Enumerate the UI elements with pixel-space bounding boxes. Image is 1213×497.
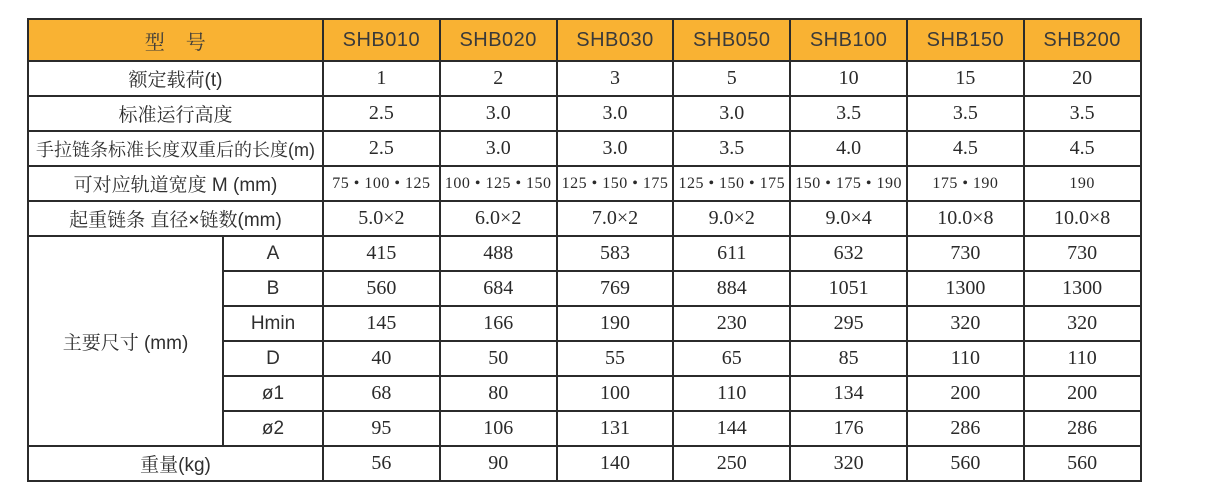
weight-value-cell: 560 (907, 446, 1024, 481)
spec-row (28, 96, 1141, 131)
dimension-value-cell: 230 (673, 306, 790, 341)
weight-row-label: 重量(kg) (28, 446, 323, 481)
model-header-label: 型 号 (28, 19, 323, 61)
spec-value-cell: 3.0 (440, 96, 557, 131)
spec-row-label: 额定载荷(t) (28, 61, 323, 96)
spec-value-cell: 3.5 (1024, 96, 1141, 131)
dimension-sublabel: D (223, 341, 323, 376)
dimension-value-cell: 145 (323, 306, 440, 341)
dimension-value-cell: 40 (323, 341, 440, 376)
spec-value-cell: 15 (907, 61, 1024, 96)
dimension-value-cell: 68 (323, 376, 440, 411)
spec-value-cell: 10.0×8 (1024, 201, 1141, 236)
model-header-cell: SHB050 (673, 19, 790, 61)
spec-value-cell: 3.0 (557, 131, 674, 166)
dimension-value-cell: 110 (907, 341, 1024, 376)
dimension-value-cell: 295 (790, 306, 907, 341)
dimension-value-cell: 80 (440, 376, 557, 411)
weight-value-cell: 56 (323, 446, 440, 481)
dimension-value-cell: 884 (673, 271, 790, 306)
dimensions-group-label: 主要尺寸 (mm) (28, 236, 223, 446)
dimension-sublabel: Hmin (223, 306, 323, 341)
dimension-value-cell: 110 (1024, 341, 1141, 376)
dimension-value-cell: 144 (673, 411, 790, 446)
dimension-value-cell: 1051 (790, 271, 907, 306)
weight-value-cell: 320 (790, 446, 907, 481)
dimension-value-cell: 286 (907, 411, 1024, 446)
dimension-value-cell: 560 (323, 271, 440, 306)
dimension-value-cell: 769 (557, 271, 674, 306)
spec-value-cell: 75 • 100 • 125 (323, 166, 440, 201)
dimension-value-cell: 583 (557, 236, 674, 271)
model-header-cell: SHB030 (557, 19, 674, 61)
dimension-value-cell: 1300 (1024, 271, 1141, 306)
dimension-value-cell: 65 (673, 341, 790, 376)
spec-value-cell: 3.0 (673, 96, 790, 131)
spec-value-cell: 7.0×2 (557, 201, 674, 236)
spec-value-cell: 100 • 125 • 150 (440, 166, 557, 201)
spec-value-cell: 5 (673, 61, 790, 96)
dimension-value-cell: 488 (440, 236, 557, 271)
dimension-value-cell: 110 (673, 376, 790, 411)
spec-row-label: 手拉链条标准长度双重后的长度(m) (28, 131, 323, 166)
dimension-value-cell: 286 (1024, 411, 1141, 446)
spec-value-cell: 4.5 (907, 131, 1024, 166)
dimension-sublabel: ø2 (223, 411, 323, 446)
spec-value-cell: 1 (323, 61, 440, 96)
spec-row (28, 61, 1141, 96)
spec-value-cell: 10 (790, 61, 907, 96)
dimension-sublabel: A (223, 236, 323, 271)
dimension-value-cell: 200 (907, 376, 1024, 411)
spec-value-cell: 3.0 (440, 131, 557, 166)
dimension-row (28, 236, 1141, 271)
spec-value-cell: 5.0×2 (323, 201, 440, 236)
model-header-cell: SHB020 (440, 19, 557, 61)
dimension-value-cell: 730 (907, 236, 1024, 271)
dimension-value-cell: 55 (557, 341, 674, 376)
model-header-cell: SHB150 (907, 19, 1024, 61)
dimension-value-cell: 100 (557, 376, 674, 411)
dimension-value-cell: 85 (790, 341, 907, 376)
spec-value-cell: 2.5 (323, 96, 440, 131)
weight-row (28, 446, 1141, 481)
dimension-value-cell: 611 (673, 236, 790, 271)
dimension-value-cell: 134 (790, 376, 907, 411)
weight-value-cell: 250 (673, 446, 790, 481)
model-header-cell: SHB010 (323, 19, 440, 61)
spec-value-cell: 9.0×2 (673, 201, 790, 236)
dimension-value-cell: 95 (323, 411, 440, 446)
spec-value-cell: 2.5 (323, 131, 440, 166)
model-header-cell: SHB100 (790, 19, 907, 61)
spec-value-cell: 3.5 (790, 96, 907, 131)
dimension-value-cell: 200 (1024, 376, 1141, 411)
dimension-value-cell: 106 (440, 411, 557, 446)
spec-value-cell: 190 (1024, 166, 1141, 201)
spec-row (28, 201, 1141, 236)
spec-row-label: 起重链条 直径×链数(mm) (28, 201, 323, 236)
spec-table (27, 18, 1142, 482)
dimension-value-cell: 176 (790, 411, 907, 446)
spec-value-cell: 20 (1024, 61, 1141, 96)
dimension-value-cell: 320 (1024, 306, 1141, 341)
spec-value-cell: 9.0×4 (790, 201, 907, 236)
dimension-value-cell: 50 (440, 341, 557, 376)
spec-value-cell: 4.5 (1024, 131, 1141, 166)
spec-value-cell: 3.0 (557, 96, 674, 131)
spec-value-cell: 2 (440, 61, 557, 96)
dimension-value-cell: 131 (557, 411, 674, 446)
spec-value-cell: 6.0×2 (440, 201, 557, 236)
spec-value-cell: 125 • 150 • 175 (673, 166, 790, 201)
spec-value-cell: 4.0 (790, 131, 907, 166)
spec-table-container (27, 18, 1142, 482)
weight-value-cell: 560 (1024, 446, 1141, 481)
dimension-value-cell: 1300 (907, 271, 1024, 306)
spec-value-cell: 3.5 (673, 131, 790, 166)
dimension-value-cell: 730 (1024, 236, 1141, 271)
model-header-cell: SHB200 (1024, 19, 1141, 61)
spec-row (28, 131, 1141, 166)
dimension-value-cell: 632 (790, 236, 907, 271)
spec-value-cell: 175 • 190 (907, 166, 1024, 201)
spec-value-cell: 10.0×8 (907, 201, 1024, 236)
spec-row-label: 可对应轨道宽度 M (mm) (28, 166, 323, 201)
dimension-value-cell: 166 (440, 306, 557, 341)
spec-value-cell: 125 • 150 • 175 (557, 166, 674, 201)
weight-value-cell: 140 (557, 446, 674, 481)
dimension-value-cell: 190 (557, 306, 674, 341)
spec-row-label: 标准运行高度 (28, 96, 323, 131)
spec-value-cell: 150 • 175 • 190 (790, 166, 907, 201)
spec-value-cell: 3 (557, 61, 674, 96)
dimension-value-cell: 684 (440, 271, 557, 306)
weight-value-cell: 90 (440, 446, 557, 481)
dimension-sublabel: B (223, 271, 323, 306)
model-header-row (28, 19, 1141, 61)
dimension-value-cell: 320 (907, 306, 1024, 341)
dimension-value-cell: 415 (323, 236, 440, 271)
spec-row (28, 166, 1141, 201)
dimension-sublabel: ø1 (223, 376, 323, 411)
spec-value-cell: 3.5 (907, 96, 1024, 131)
